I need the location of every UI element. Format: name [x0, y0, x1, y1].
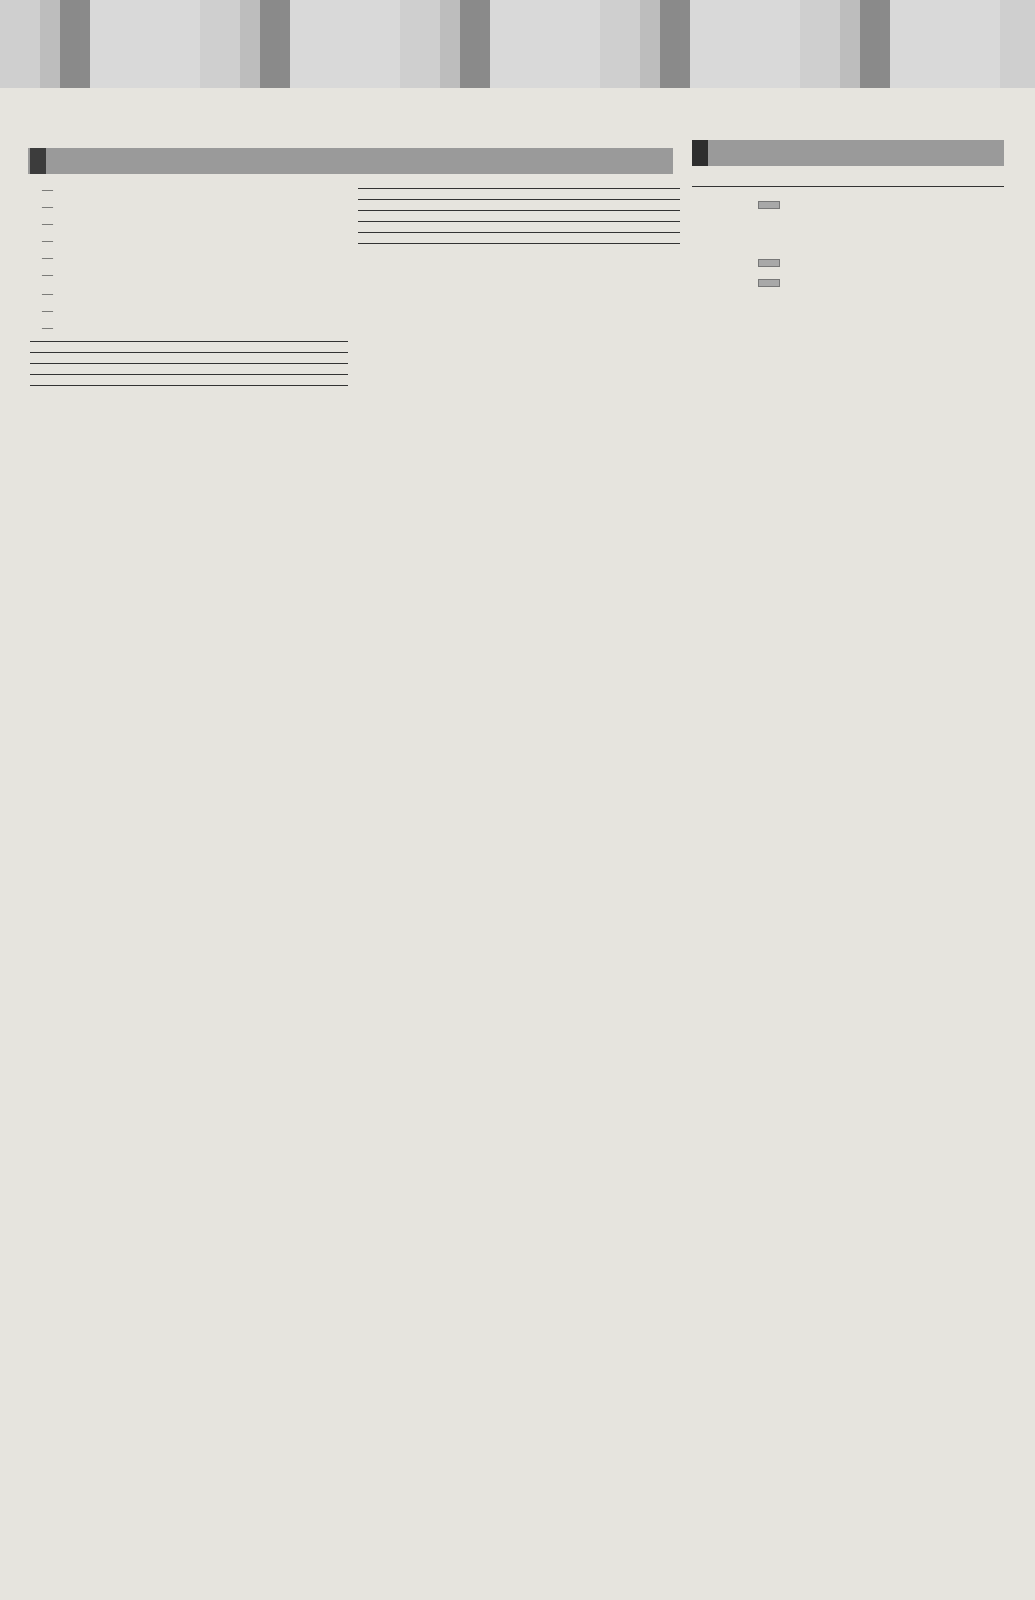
channel-label [758, 259, 780, 267]
section-label [692, 140, 708, 166]
photo-top-band [0, 0, 1035, 88]
list-item [30, 218, 348, 231]
list-item [30, 288, 348, 301]
divider [30, 363, 348, 364]
channel-label [758, 279, 780, 287]
section-header-loisirs [692, 140, 1004, 166]
list-item [30, 305, 348, 318]
list-item [30, 322, 348, 335]
divider [358, 210, 680, 211]
divider [30, 374, 348, 375]
divider [30, 385, 348, 386]
column-1 [30, 178, 348, 396]
schedule-list [30, 184, 348, 282]
list-item [30, 235, 348, 248]
list-item [30, 252, 348, 265]
list-item [30, 184, 348, 197]
column-3 [692, 178, 1004, 299]
divider [358, 232, 680, 233]
schedule-list [30, 288, 348, 335]
divider [692, 186, 1004, 187]
divider [358, 221, 680, 222]
divider [358, 243, 680, 244]
divider [30, 352, 348, 353]
channel-label [758, 201, 780, 209]
tv-grid [692, 193, 1004, 299]
divider [358, 188, 680, 189]
tv-right [851, 193, 1004, 299]
list-item [30, 201, 348, 214]
divider [30, 341, 348, 342]
section-label [30, 148, 46, 174]
list-item [30, 269, 348, 282]
divider [358, 199, 680, 200]
section-header-avis [28, 148, 673, 174]
column-2 [358, 178, 680, 254]
tv-left [692, 193, 845, 299]
rtg2-schedule [692, 221, 845, 251]
